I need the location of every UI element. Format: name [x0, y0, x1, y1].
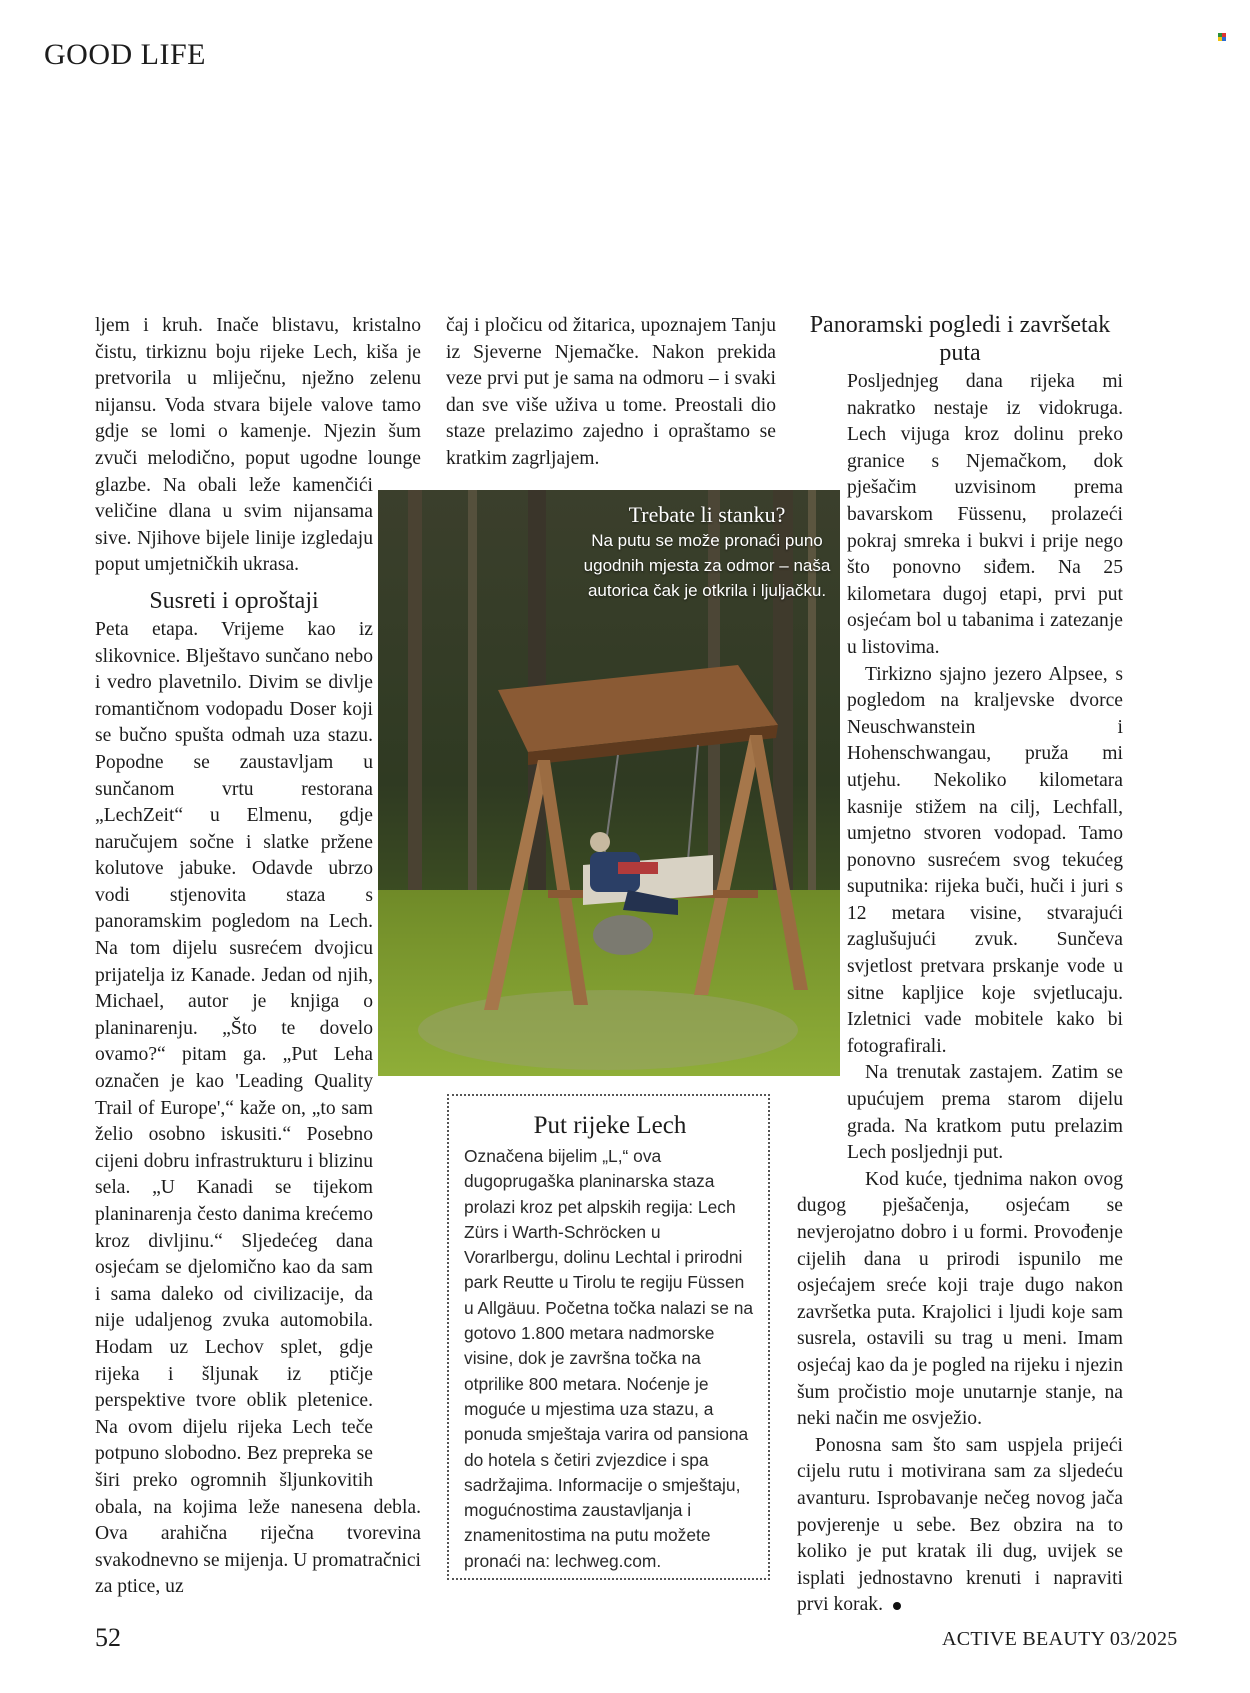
- paragraph: čaj i pločicu od žitarica, upoznajem Tanju iz Sjeverne Njemačke. Nakon prekida veze prvi put je sama na odmoru – i svaki dan sve više uživa u tome. Preostali dio staze prelazimo zajedno i opraštamo se kratkim zagrljajem.: [446, 315, 776, 469]
- color-mark-icon: [1218, 33, 1228, 41]
- info-box-title: Put rijeke Lech: [533, 1112, 687, 1139]
- paragraph: Tirkizno sjajno jezero Alpsee, s pogledom na kraljevske dvorce Neuschwanstein i Hohenschwangau, pruža mi utjehu. Nekoliko kilometara kasnije stižem na cilj, Lechfall, umjetno stvoren vodopad. Tamo ponovno susrećem svog tekućeg suputnika: rijeka buči, huči i juri s 12 metara visine, stvarajući zaglušujući zvuk. Sunčeva svjetlost pretvara prskanje vode u sitne kapljice koje svjetlucaju. Izletnici vade mobitele kako bi fotografirali.: [847, 663, 1123, 1057]
- paragraph: Na trenutak zastajem. Zatim se upućujem prema starom dijelu grada. Na kratkom putu prelazim Lech posljednji put.: [847, 1062, 1123, 1164]
- paragraph: Kod kuće, tjednima nakon ovog dugog pješačenja, osjećam se nevjerojatno dobro i u formi. Provođenje cijelih dana u prirodi ispunilo me osjećajem sreće koji traje dugo nakon završetka puta. Krajolici i ljudi koje sam susrela, ostavili su trag u meni. Imam osjećaj kao da je pogled na rijeku i njezin šum pročistio moje unutarnje stanje, na neki način me osvježio.: [797, 1168, 1123, 1430]
- caption-title: Trebate li stanku?: [628, 502, 786, 527]
- magazine-issue: ACTIVE BEAUTY 03/2025: [942, 1628, 1178, 1650]
- info-box: [447, 1094, 770, 1580]
- article-column-3: [797, 313, 1123, 1619]
- end-mark-icon: [893, 1602, 901, 1610]
- article-column-2: [446, 313, 776, 473]
- paragraph: Posljednjeg dana rijeka mi nakratko nestaje iz vidokruga. Lech vijuga kroz dolinu preko granice s Njemačkom, dok pješačim uzvisinom prema bavarskom Füssenu, prolazeći pokraj smreka i bukvi i prije nego što ponovno siđem. Na 25 kilometara dugoj etapi, prvi put osjećam bol u tabanima i zatezanje u listovima.: [847, 371, 1123, 658]
- paragraph: ljem i kruh. Inače blistavu, kristalno čistu, tirkiznu boju rijeke Lech, kiša je pretvorila u mliječnu, nježno zelenu nijansu. Voda stvara bijele valove tamo gdje se lomi o kamenje. Njezin šum zvuči melodično, poput ugodne lounge glazbe. Na obali leže kamenčići veličine dlana u svim nijansama sive. Njihove bijele linije izgledaju poput umjetničkih ukrasa.: [95, 315, 421, 576]
- paragraph: [797, 1433, 1123, 1619]
- paragraph: Peta etapa. Vrijeme kao iz slikovnice. Blještavo sunčano nebo i vedro plavetnilo. Divim se divlje romantičnom vodopadu Doser koji se bučno spušta odmah uza stazu. Popodne se zaustavljam u sunčanom vrtu restorana „LechZeit“ u Elmenu, gdje naručujem sočne i slatke pržene kolutove jabuke. Odavde ubrzo vodi stjenovita staza s panoramskim pogledom na Lech. Na tom dijelu susrećem dvojicu prijatelja iz Kanade. Jedan od njih, Michael, autor je knjiga o planinarenju. „Što te dovelo ovamo?“ pitam ga. „Put Leha označen je kao 'Leading Quality Trail of Europe',“ kaže on, „to sam želio osobno iskusiti.“ Posebno cijeni dobru infrastrukturu i blizinu sela. „U Kanadi se tijekom planinarenja često danima krećemo kroz divljinu.“ Sljedećeg dana osjećam se djelomično kao da sam i sama daleko od civilizacije, da nije udaljenog zvuka automobila. Hodam uz Lechov splet, gdje rijeka i šljunak iz ptičje perspektive tvore oblik pletenice. Na ovom dijelu rijeka Lech teče potpuno slobodno. Bez prepreka se širi preko ogromnih šljunkovitih obala, na kojima leže nanesena debla. Ova arahična riječna tvorevina svakodnevno se mijenja. U promatračnici za ptice, uz: [95, 618, 421, 1598]
- article-column-1: [95, 313, 421, 1601]
- section-title: GOOD LIFE: [44, 38, 206, 71]
- subheading: Susreti i oproštaji: [149, 587, 319, 614]
- info-box-body: Označena bijelim „L,“ ova dugoprugaška planinarska staza prolazi kroz pet alpskih regija: Lech Zürs i Warth-Schröcken u Vorarlbergu, dolinu Lechtal i prirodni park Reutte u Tirolu te regiju Füssen u Allgäuu. Početna točka nalazi se na gotovo 1.800 metara nadmorske visine, dok je završna točka na otprilike 800 metara. Noćenje je moguće u mjestima uza stazu, a ponuda smještaja varira od pansiona do hotela s četiri zvjezdice i spa sadržajima. Informacije o smještaju, mogućnostima zaustavljanja i znamenitostima na putu možete pronaći na: lechweg.com.: [464, 1146, 754, 1571]
- paragraph-text: Ponosna sam što sam uspjela prijeći cijelu rutu i motivirana sam za sljedeću avanturu. Isprobavanje nečeg novog jača povjerenje u sebe. Bez obzira na to koliko je put kratak ili dug, uvijek se isplati jednostavno krenuti i napraviti prvi korak.: [797, 1434, 1123, 1616]
- page-number: 52: [95, 1623, 121, 1652]
- subheading: Panoramski pogledi i završetak puta: [809, 312, 1111, 366]
- caption-text: Na putu se može pronaći puno ugodnih mjesta za odmor – naša autorica čak je otkrila i ljuljačku.: [583, 531, 831, 600]
